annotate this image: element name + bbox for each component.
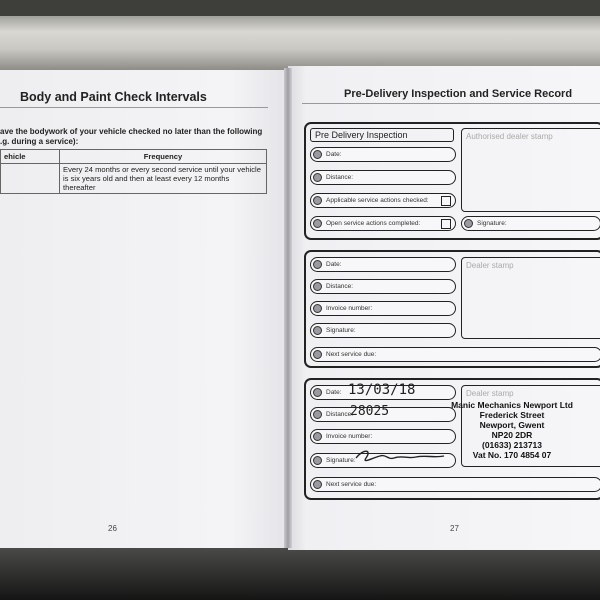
field-label: Signature:	[326, 327, 356, 334]
right-page-title: Pre-Delivery Inspection and Service Record	[344, 88, 573, 100]
field-label: Date:	[326, 261, 342, 268]
intro-line-2: .g. during a service):	[0, 137, 79, 146]
field-circle-icon	[313, 196, 322, 205]
intro-text	[0, 127, 270, 147]
service-record-section-2	[304, 378, 600, 500]
table-row	[1, 164, 267, 194]
field-circle-icon	[313, 260, 322, 269]
frequency-cell	[60, 164, 267, 194]
stamp-line: Frederick Street	[479, 410, 545, 420]
window-sill	[0, 0, 600, 70]
checkbox[interactable]	[441, 196, 451, 206]
title-divider	[0, 107, 268, 108]
field-circle-icon	[313, 432, 322, 441]
signature-field[interactable]	[310, 323, 456, 338]
invoice-number-field[interactable]	[310, 301, 456, 316]
field-circle-icon	[313, 219, 322, 228]
field-circle-icon	[313, 388, 322, 397]
field-label: Distance:	[326, 174, 354, 181]
field-label: Date:	[326, 151, 342, 158]
vehicle-cell	[1, 164, 60, 194]
field-circle-icon	[313, 150, 322, 159]
field-circle-icon	[464, 219, 473, 228]
field-label: Applicable service actions checked:	[326, 197, 429, 204]
header-frequency: Frequency	[60, 150, 267, 164]
right-page	[288, 66, 600, 550]
left-page-title: Body and Paint Check Intervals	[20, 90, 207, 104]
pdi-signature-field[interactable]	[461, 216, 600, 231]
field-label: Signature:	[477, 220, 507, 227]
handwritten-distance: 28025	[350, 404, 390, 419]
pdi-distance-field[interactable]	[310, 170, 456, 185]
applicable-actions-field[interactable]	[310, 193, 456, 208]
frequency-line-2: is six years old and then at least every 12 months thereafter	[63, 174, 230, 192]
pdi-date-field[interactable]	[310, 147, 456, 162]
field-circle-icon	[313, 304, 322, 313]
field-label: Signature:	[326, 457, 356, 464]
left-page-number: 26	[108, 524, 117, 533]
field-circle-icon	[313, 480, 322, 489]
next-service-field[interactable]	[310, 477, 600, 492]
field-circle-icon	[313, 173, 322, 182]
stamp-line: (01633) 213713	[481, 440, 543, 450]
pre-delivery-section	[304, 122, 600, 240]
pdi-header: Pre Delivery Inspection	[310, 128, 454, 142]
intro-line-1: ave the bodywork of your vehicle checked no later than the following	[0, 127, 263, 136]
field-label: Date:	[326, 389, 342, 396]
dealer-stamp-impression	[432, 400, 592, 460]
handwritten-date: 13/03/18	[348, 382, 416, 398]
distance-field[interactable]	[310, 279, 456, 294]
field-circle-icon	[313, 456, 322, 465]
field-label: Invoice number:	[326, 433, 373, 440]
next-service-field[interactable]	[310, 347, 600, 362]
dealer-stamp-box: Dealer stamp	[461, 385, 600, 467]
stamp-line: NP20 2DR	[491, 430, 533, 440]
right-page-number: 27	[450, 524, 459, 533]
date-field[interactable]	[310, 257, 456, 272]
window-frame	[0, 0, 600, 16]
field-label: Distance:	[326, 283, 354, 290]
title-divider	[302, 103, 600, 104]
left-page	[0, 70, 288, 548]
table-surface	[0, 548, 600, 600]
field-label: Distance:	[326, 411, 354, 418]
field-label: Invoice number:	[326, 305, 373, 312]
book-spine	[284, 68, 292, 548]
stamp-line: Manic Mechanics Newport Ltd	[451, 400, 573, 410]
checkbox[interactable]	[441, 219, 451, 229]
stamp-line: Newport, Gwent	[479, 420, 545, 430]
field-circle-icon	[313, 282, 322, 291]
field-circle-icon	[313, 350, 322, 359]
frequency-table	[0, 149, 267, 194]
table-header-row	[1, 150, 267, 164]
field-circle-icon	[313, 326, 322, 335]
field-label: Open service actions completed:	[326, 220, 421, 227]
field-label: Next service due:	[326, 481, 377, 488]
dealer-stamp-box: Dealer stamp	[461, 257, 600, 339]
open-actions-field[interactable]	[310, 216, 456, 231]
field-circle-icon	[313, 410, 322, 419]
authorised-dealer-stamp-box: Authorised dealer stamp	[461, 128, 600, 212]
frequency-line-1: Every 24 months or every second service until your vehicle	[63, 165, 261, 174]
stamp-line: Vat No. 170 4854 07	[472, 450, 552, 460]
header-vehicle: ehicle	[1, 150, 60, 164]
field-label: Next service due:	[326, 351, 377, 358]
service-record-section-1	[304, 250, 600, 368]
